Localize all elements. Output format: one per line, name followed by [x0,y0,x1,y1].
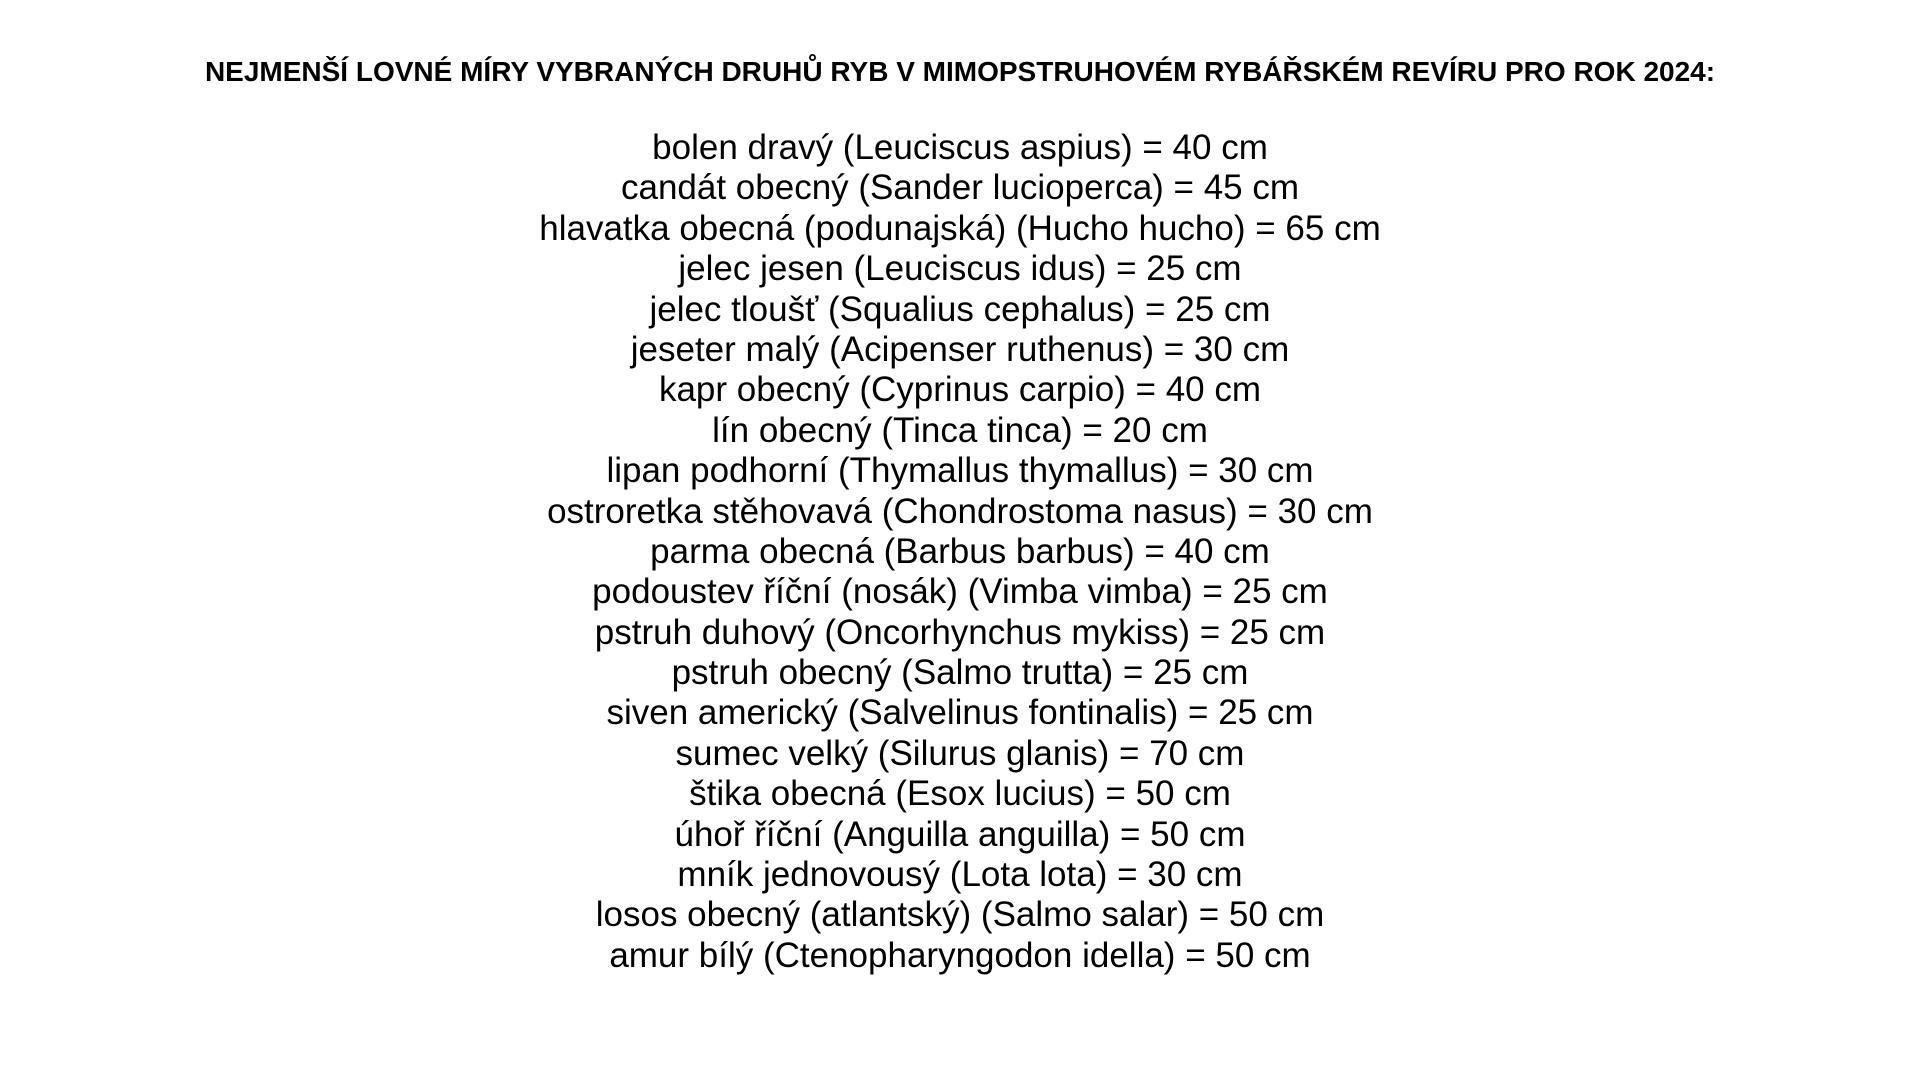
list-item: losos obecný (atlantský) (Salmo salar) = 50 cm [595,895,1325,935]
page-title: NEJMENŠÍ LOVNÉ MÍRY VYBRANÝCH DRUHŮ RYB V MIMOPSTRUHOVÉM RYBÁŘSKÉM REVÍRU PRO ROK 2024: [204,56,1716,87]
list-item: úhoř říční (Anguilla anguilla) = 50 cm [674,814,1246,854]
list-item: ostroretka stěhovavá (Chondrostoma nasus) = 30 cm [547,491,1373,531]
list-item: jeseter malý (Acipenser ruthenus) = 30 cm [630,329,1290,369]
list-item: lín obecný (Tinca tinca) = 20 cm [712,410,1208,450]
list-item: podoustev říční (nosák) (Vimba vimba) = 25 cm [592,572,1328,612]
list-item: mník jednovousý (Lota lota) = 30 cm [677,855,1243,895]
list-item: amur bílý (Ctenopharyngodon idella) = 50 cm [609,935,1311,975]
list-item: parma obecná (Barbus barbus) = 40 cm [650,531,1270,571]
list-item: sumec velký (Silurus glanis) = 70 cm [675,733,1245,773]
list-item: candát obecný (Sander lucioperca) = 45 cm [620,168,1300,208]
list-item: pstruh duhový (Oncorhynchus mykiss) = 25 cm [594,612,1326,652]
list-item: siven americký (Salvelinus fontinalis) = 25 cm [606,693,1314,733]
list-item: hlavatka obecná (podunajská) (Hucho hucho) = 65 cm [539,208,1381,248]
list-item: kapr obecný (Cyprinus carpio) = 40 cm [658,370,1262,410]
list-item: štika obecná (Esox lucius) = 50 cm [689,774,1231,814]
list-item: bolen dravý (Leuciscus aspius) = 40 cm [652,128,1268,167]
fish-size-list [0,128,1920,976]
list-item: jelec tloušť (Squalius cephalus) = 25 cm [649,289,1271,329]
list-item: lipan podhorní (Thymallus thymallus) = 30 cm [606,451,1314,491]
list-item: jelec jesen (Leuciscus idus) = 25 cm [678,249,1242,289]
list-item: pstruh obecný (Salmo trutta) = 25 cm [671,653,1249,693]
